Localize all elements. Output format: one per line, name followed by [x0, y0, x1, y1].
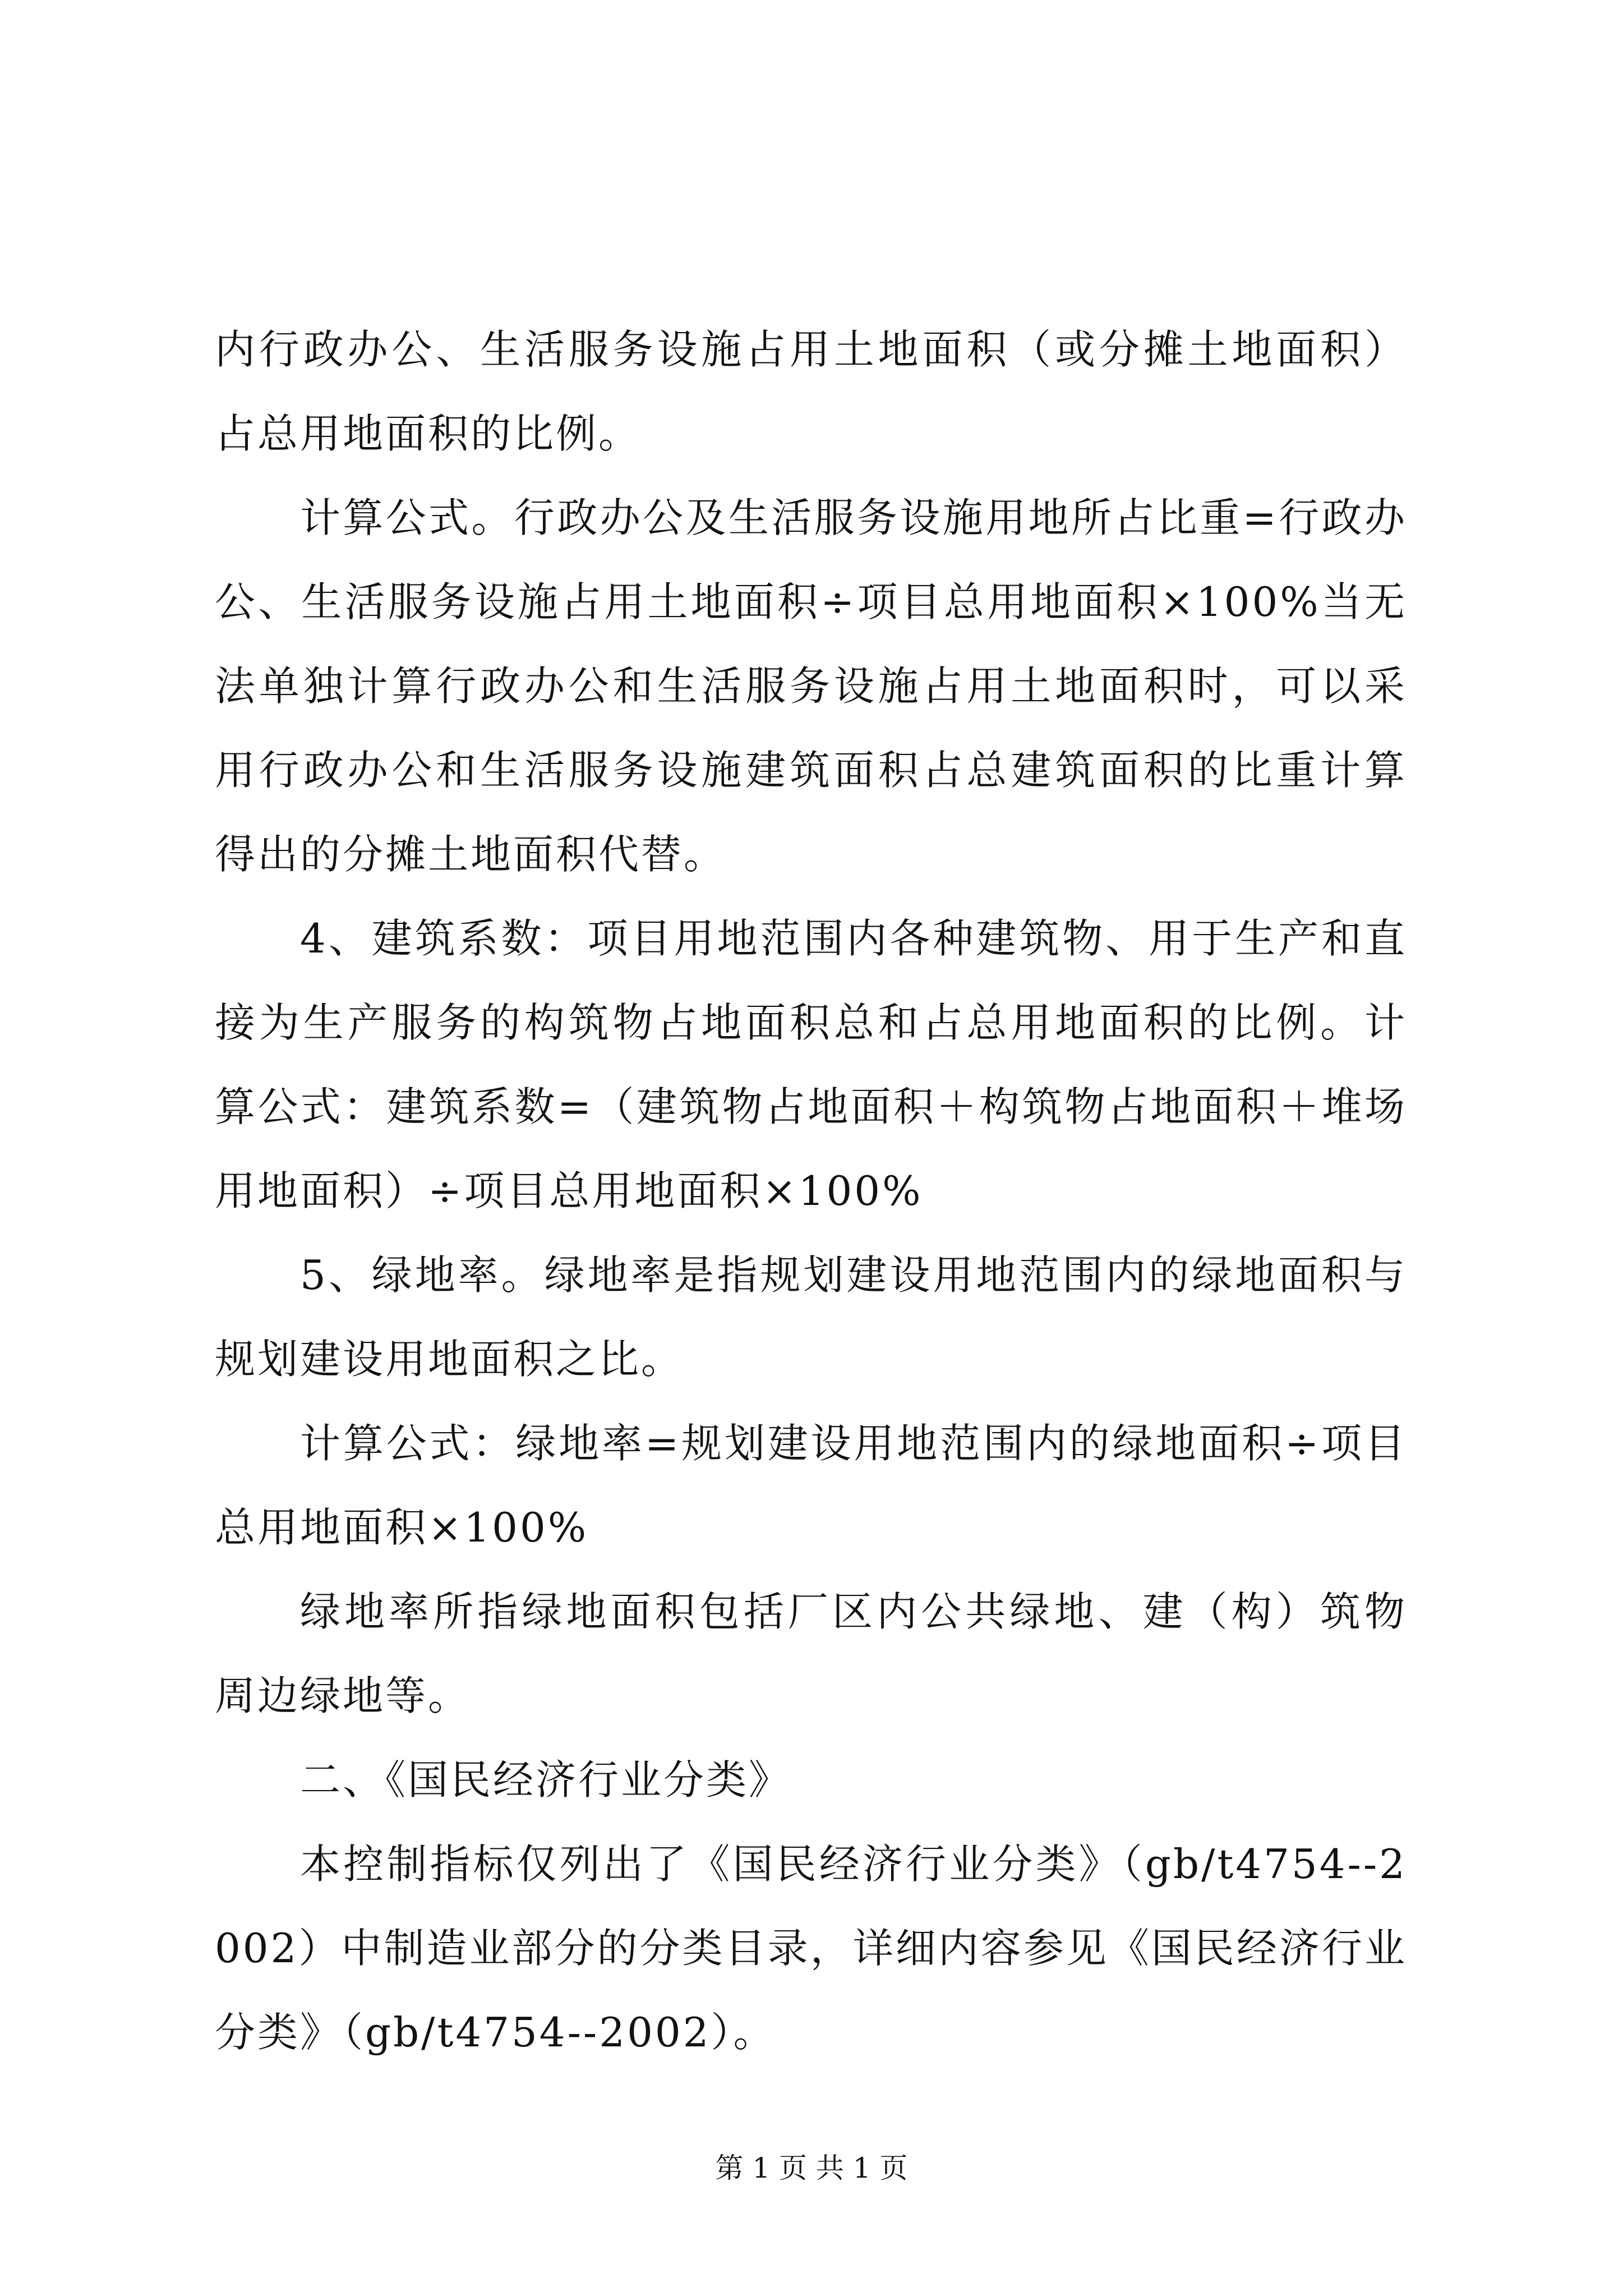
paragraph-building-coefficient: 4、建筑系数：项目用地范围内各种建筑物、用于生产和直接为生产服务的构筑物占地面积总和占总用地面积的比例。计算公式：建筑系数=（建筑物占地面积＋构筑物占地面积＋堆场用地面积）÷项目总用地面积×100% — [215, 915, 1407, 1214]
paragraph-green-ratio: 5、绿地率。绿地率是指规划建设用地范围内的绿地面积与规划建设用地面积之比。 — [215, 1251, 1407, 1383]
page-footer: 第 1 页 共 1 页 — [715, 2152, 908, 2184]
paragraph-classification-note: 本控制指标仅列出了《国民经济行业分类》（gb/t4754--2002）中制造业部分的分类目录，详细内容参见《国民经济行业分类》（gb/t4754--2002）。 — [215, 1841, 1407, 2056]
document-body — [215, 307, 1407, 2074]
paragraph-formula-office: 计算公式。行政办公及生活服务设施用地所占比重=行政办公、生活服务设施占用土地面积÷项目总用地面积×100%当无法单独计算行政办公和生活服务设施占用土地面积时，可以采用行政办公和生活服务设施建筑面积占总建筑面积的比重计算得出的分摊土地面积代替。 — [215, 494, 1407, 878]
paragraph-green-formula: 计算公式：绿地率=规划建设用地范围内的绿地面积÷项目总用地面积×100% — [215, 1420, 1407, 1551]
section-heading-industry-classification: 二、《国民经济行业分类》 — [300, 1756, 792, 1803]
paragraph-green-scope: 绿地率所指绿地面积包括厂区内公共绿地、建（构）筑物周边绿地等。 — [215, 1588, 1407, 1719]
paragraph-continuation: 内行政办公、生活服务设施占用土地面积（或分摊土地面积）占总用地面积的比例。 — [215, 326, 1407, 457]
